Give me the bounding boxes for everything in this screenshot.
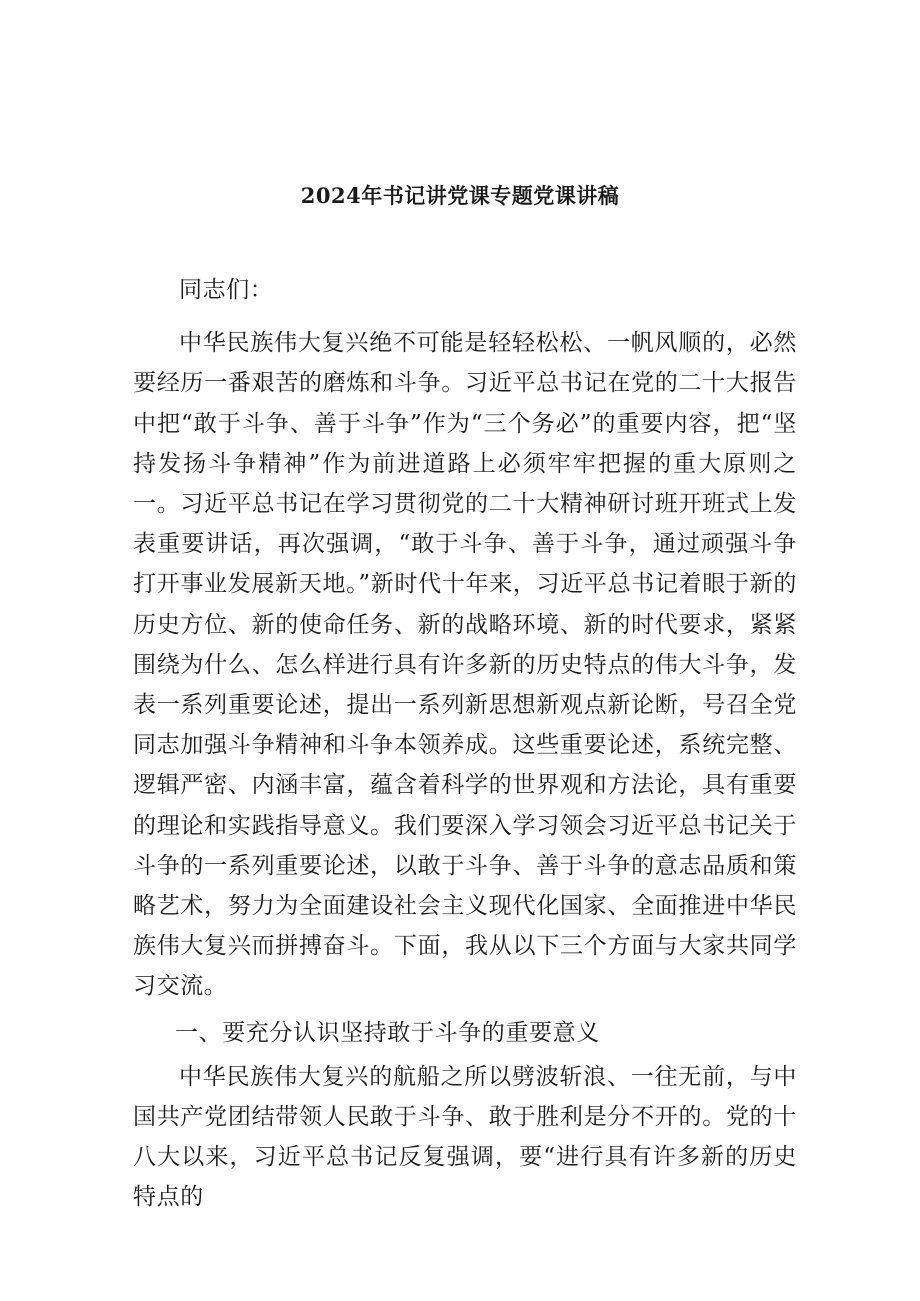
section-heading-1: 一、要充分认识坚持敢于斗争的重要意义 [175,1019,600,1046]
document-body [133,270,797,1217]
salutation: 同志们： [179,277,274,303]
intro-paragraph: 中华民族伟大复兴绝不可能是轻轻松松、一帆风顺的，必然要经历一番艰苦的磨炼和斗争。习近平总书记在党的二十大报告中把“敢于斗争、善于斗争”作为“三个务必”的重要内容，把“坚持发扬斗争精神”作为前进道路上必须牢牢把握的重大原则之一。习近平总书记在学习贯彻党的二十大精神研讨班开班式上发表重要讲话，再次强调，“敢于斗争、善于斗争，通过顽强斗争打开事业发展新天地。”新时代十年来，习近平总书记着眼于新的历史方位、新的使命任务、新的战略环境、新的时代要求，紧紧围绕为什么、怎么样进行具有许多新的历史特点的伟大斗争，发表一系列重要论述，提出一系列新思想新观点新论断，号召全党同志加强斗争精神和斗争本领养成。这些重要论述，系统完整、逻辑严密、内涵丰富，蕴含着科学的世界观和方法论，具有重要的理论和实践指导意义。我们要深入学习领会习近平总书记关于斗争的一系列重要论述，以敢于斗争、善于斗争的意志品质和策略艺术，努力为全面建设社会主义现代化国家、全面推进中华民族伟大复兴而拼搏奋斗。下面，我从以下三个方面与大家共同学习交流。 [133,330,797,1000]
document-title: 2024年书记讲党课专题党课讲稿 [300,183,620,208]
section-1-paragraph: 中华民族伟大复兴的航船之所以劈波斩浪、一往无前，与中国共产党团结带领人民敢于斗争、敢于胜利是分不开的。党的十八大以来，习近平总书记反复强调，要“进行具有许多新的历史特点的 [133,1063,797,1211]
